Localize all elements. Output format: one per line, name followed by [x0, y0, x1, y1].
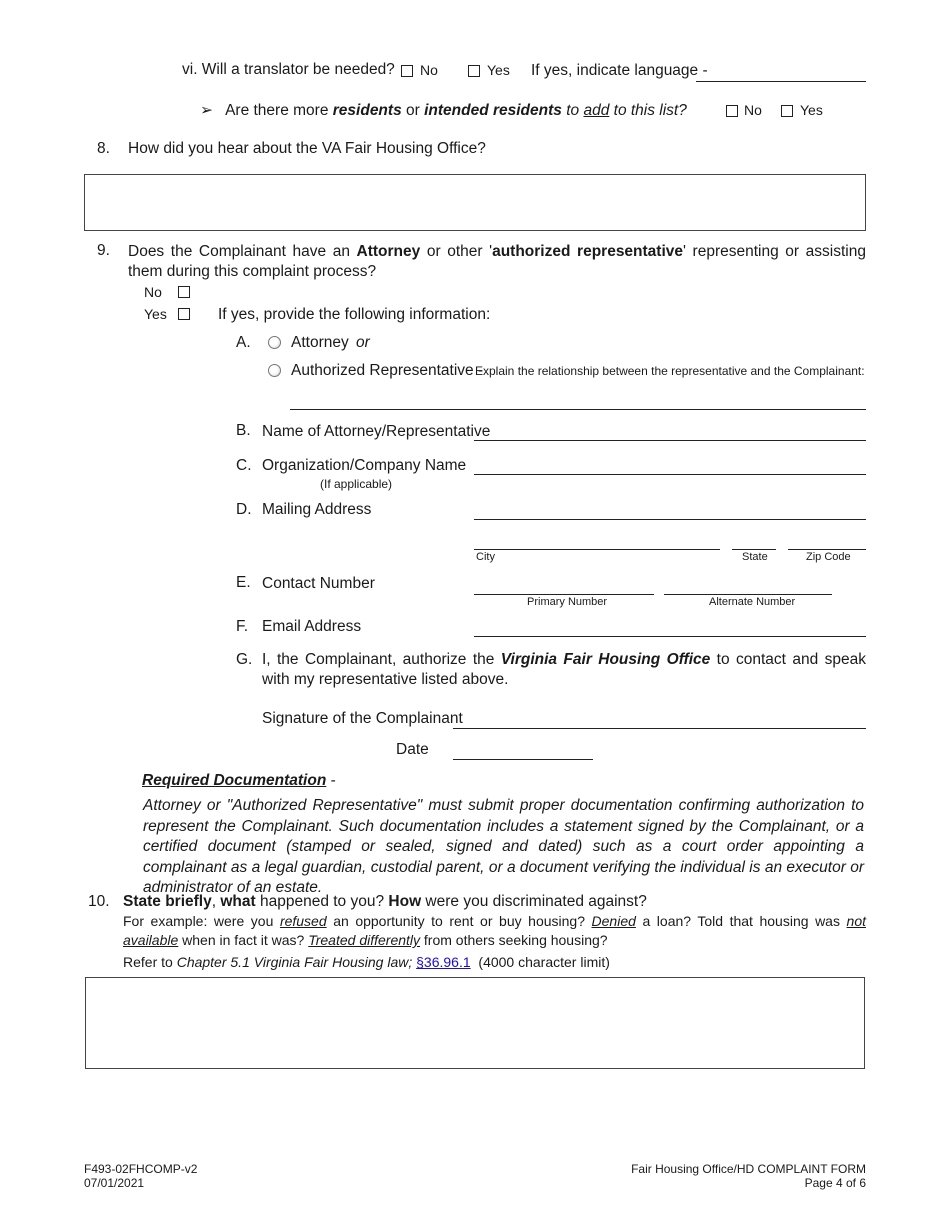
- org-name-label: Organization/Company Name: [262, 457, 467, 474]
- zip-label: Zip Code: [806, 551, 851, 563]
- translator-language-field[interactable]: [696, 81, 866, 82]
- contact-number-label: Contact Number: [262, 575, 375, 592]
- footer-date: 07/01/2021: [84, 1176, 145, 1190]
- org-name-sub: (If applicable): [320, 477, 393, 491]
- item-c-letter: C.: [236, 457, 252, 474]
- q10-example: For example: were you refused an opportunity to rent or buy housing? Denied a loan? Told that housing was not available when in fact it was? Treated differently from others seeking housing?: [123, 913, 866, 948]
- state-label: State: [742, 551, 768, 563]
- authorized-rep-explain: Explain the relationship between the representative and the Complainant:: [475, 364, 865, 378]
- alternate-number-label: Alternate Number: [709, 596, 796, 608]
- date-field[interactable]: [453, 759, 593, 760]
- state-field[interactable]: [732, 549, 776, 550]
- item-a-letter: A.: [236, 334, 251, 351]
- attorney-option-label: Attorney: [291, 334, 349, 351]
- mailing-address-field[interactable]: [474, 519, 866, 520]
- more-residents-yes-label: Yes: [800, 102, 823, 118]
- attorney-radio[interactable]: [268, 336, 281, 349]
- q9-no-label: No: [144, 284, 162, 300]
- signature-label: Signature of the Complainant: [262, 710, 463, 727]
- q10-number: 10.: [88, 893, 110, 910]
- footer-title: Fair Housing Office/HD COMPLAINT FORM: [631, 1162, 866, 1176]
- signature-field[interactable]: [453, 728, 866, 729]
- translator-language-label: If yes, indicate language -: [531, 62, 708, 79]
- rep-name-label: Name of Attorney/Representative: [262, 423, 491, 440]
- more-residents-no-label: No: [744, 102, 762, 118]
- footer-form-id: F493-02FHCOMP-v2: [84, 1162, 198, 1176]
- more-residents-no-checkbox[interactable]: [726, 105, 738, 117]
- attorney-or: or: [356, 334, 370, 351]
- required-doc-heading: Required Documentation -: [142, 772, 336, 789]
- translator-no-checkbox[interactable]: [401, 65, 413, 77]
- primary-number-label: Primary Number: [527, 596, 608, 608]
- q8-text: How did you hear about the VA Fair Housing Office?: [128, 140, 486, 157]
- authorized-rep-radio[interactable]: [268, 364, 281, 377]
- primary-number-field[interactable]: [474, 594, 654, 595]
- q10-text: State briefly, what happened to you? How were you discriminated against?: [123, 893, 647, 910]
- translator-label: vi. Will a translator be needed?: [182, 61, 395, 78]
- translator-question: [182, 61, 395, 79]
- org-name-field[interactable]: [474, 474, 866, 475]
- translator-no-label: No: [420, 62, 438, 78]
- q9-yes-checkbox[interactable]: [178, 308, 190, 320]
- arrow-bullet-icon: ➢: [200, 102, 213, 119]
- city-label: City: [476, 551, 495, 563]
- mailing-address-label: Mailing Address: [262, 501, 372, 518]
- more-residents-question: ➢ Are there more residents or intended residents to add to this list?: [200, 102, 687, 119]
- item-b-letter: B.: [236, 422, 251, 439]
- relationship-field[interactable]: [290, 409, 866, 410]
- date-label: Date: [396, 741, 429, 758]
- q10-answer-box[interactable]: [85, 977, 865, 1069]
- email-label: Email Address: [262, 618, 362, 635]
- q9-if-yes: If yes, provide the following information:: [218, 306, 491, 323]
- item-d-letter: D.: [236, 501, 252, 518]
- translator-yes-checkbox[interactable]: [468, 65, 480, 77]
- item-g-letter: G.: [236, 651, 253, 668]
- footer-page: Page 4 of 6: [804, 1176, 866, 1190]
- q8-number: 8.: [97, 140, 110, 157]
- translator-yes-label: Yes: [487, 62, 510, 78]
- zip-field[interactable]: [788, 549, 866, 550]
- alternate-number-field[interactable]: [664, 594, 832, 595]
- item-e-letter: E.: [236, 574, 251, 591]
- authorized-rep-label: Authorized Representative -: [291, 362, 484, 379]
- item-f-letter: F.: [236, 618, 249, 635]
- q9-number: 9.: [97, 242, 110, 259]
- more-residents-yes-checkbox[interactable]: [781, 105, 793, 117]
- required-doc-body: Attorney or "Authorized Representative" must submit proper documentation confirming authorization to represent the Complainant. Such documentation includes a statement signed by the Complainant, or a certified document (stamped or sealed, signed and dated) such as a court order appointing a complainant as a legal guardian, custodial parent, or a document verifying the individual is an executor or administrator of an estate.: [143, 797, 864, 896]
- statute-link[interactable]: §36.96.1: [416, 954, 471, 970]
- email-field[interactable]: [474, 636, 866, 637]
- rep-name-field[interactable]: [474, 440, 866, 441]
- q9-yes-label: Yes: [144, 306, 167, 322]
- q10-refer: Refer to Chapter 5.1 Virginia Fair Housing law; §36.96.1 (4000 character limit): [123, 954, 610, 970]
- authorization-statement: I, the Complainant, authorize the Virginia Fair Housing Office to contact and speak with my representative listed above.: [262, 651, 866, 688]
- q8-answer-box[interactable]: [84, 174, 866, 231]
- city-field[interactable]: [474, 549, 720, 550]
- q9-no-checkbox[interactable]: [178, 286, 190, 298]
- q9-text: Does the Complainant have an Attorney or other 'authorized representative' representing or assisting them during this complaint process?: [128, 243, 866, 280]
